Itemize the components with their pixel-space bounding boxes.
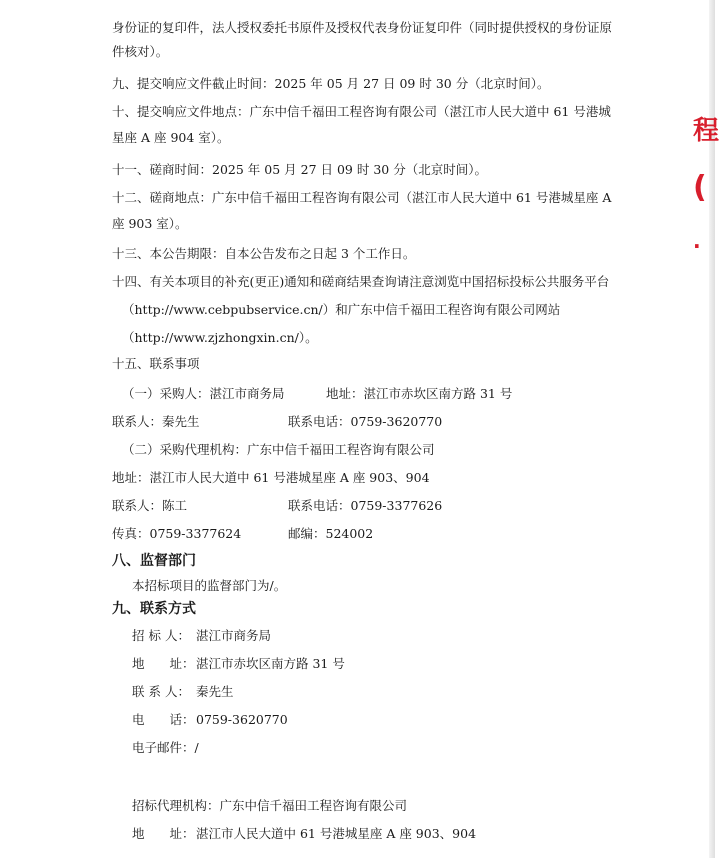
- seal-fragment-3: ·: [693, 234, 701, 258]
- text-line: 身份证的复印件，法人授权委托书原件及授权代表身份证复印件（同时提供授权的身份证原: [112, 20, 613, 35]
- buyer-phone: 联系电话：0759-3620770: [288, 414, 443, 429]
- agency-address-label: 地 址：: [132, 826, 195, 841]
- agency-fax: 传真：0759-3377624: [112, 526, 242, 541]
- text-line: 件核对）。: [112, 44, 169, 59]
- section-9-heading: 九、联系方式: [112, 601, 196, 617]
- email-label: 电子邮件：: [132, 740, 195, 755]
- supplement-notice-line: 十四、有关本项目的补充(更正)通知和磋商结果查询请注意浏览中国招标投标公共服务平台: [112, 274, 610, 289]
- buyer-contact: 联系人：秦先生: [112, 414, 200, 429]
- phone-label: 电 话：: [132, 712, 195, 727]
- agency-postcode: 邮编：524002: [288, 526, 374, 541]
- website-link-1: （http://www.cebpubservice.cn/）和广东中信千福田工程咨询有限公司网站: [122, 302, 561, 317]
- contact-row: [132, 684, 234, 700]
- agency-value: 广东中信千福田工程咨询有限公司: [219, 798, 408, 813]
- agency-label: 招标代理机构：: [132, 798, 220, 813]
- tenderer-row: [132, 628, 271, 644]
- seal-fragment-2: (: [693, 170, 707, 205]
- consultation-time-line: 十一、磋商时间：2025 年 05 月 27 日 09 时 30 分（北京时间）。: [112, 162, 487, 177]
- phone-row: [132, 712, 288, 728]
- consultation-location-line: 十二、磋商地点：广东中信千福田工程咨询有限公司（湛江市人民大道中 61 号港城星座 A: [112, 190, 612, 205]
- deadline-line: 九、提交响应文件截止时间：2025 年 05 月 27 日 09 时 30 分（北京时间）。: [112, 76, 550, 91]
- seal-fragment-1: 程: [693, 116, 719, 146]
- agency-phone: 联系电话：0759-3377626: [288, 498, 443, 513]
- buyer-line: （一）采购人：湛江市商务局: [122, 386, 285, 401]
- supervision-text: 本招标项目的监督部门为/。: [132, 578, 287, 593]
- contact-section-title: 十五、联系事项: [112, 356, 200, 371]
- submission-location-line: 十、提交响应文件地点：广东中信千福田工程咨询有限公司（湛江市人民大道中 61 号港城: [112, 104, 611, 119]
- tenderer-label: 招 标 人：: [132, 628, 190, 643]
- buyer-address: 地址：湛江市赤坎区南方路 31 号: [326, 386, 513, 401]
- notice-period-line: 十三、本公告期限：自本公告发布之日起 3 个工作日。: [112, 246, 416, 261]
- text-line: 星座 A 座 904 室）。: [112, 130, 230, 145]
- contact-label: 联 系 人：: [132, 684, 190, 699]
- agency-address-value: 湛江市人民大道中 61 号港城星座 A 座 903、904: [196, 826, 477, 841]
- section-8-heading: 八、监督部门: [112, 553, 196, 569]
- address-label: 地 址：: [132, 656, 195, 671]
- contact-value: 秦先生: [196, 684, 234, 699]
- text-line: 座 903 室）。: [112, 216, 188, 231]
- address-value: 湛江市赤坎区南方路 31 号: [196, 656, 345, 671]
- website-link-2: （http://www.zjzhongxin.cn/）。: [122, 330, 318, 345]
- agency-line: （二）采购代理机构：广东中信千福田工程咨询有限公司: [122, 442, 435, 457]
- agency-address: 地址：湛江市人民大道中 61 号港城星座 A 座 903、904: [112, 470, 430, 485]
- email-value: /: [194, 740, 199, 755]
- tenderer-value: 湛江市商务局: [196, 628, 272, 643]
- agency-address-row: [132, 826, 476, 842]
- agency-contact: 联系人：陈工: [112, 498, 188, 513]
- agency-row: [132, 798, 407, 814]
- address-row: [132, 656, 345, 672]
- email-row: [132, 740, 199, 756]
- phone-value: 0759-3620770: [196, 712, 288, 727]
